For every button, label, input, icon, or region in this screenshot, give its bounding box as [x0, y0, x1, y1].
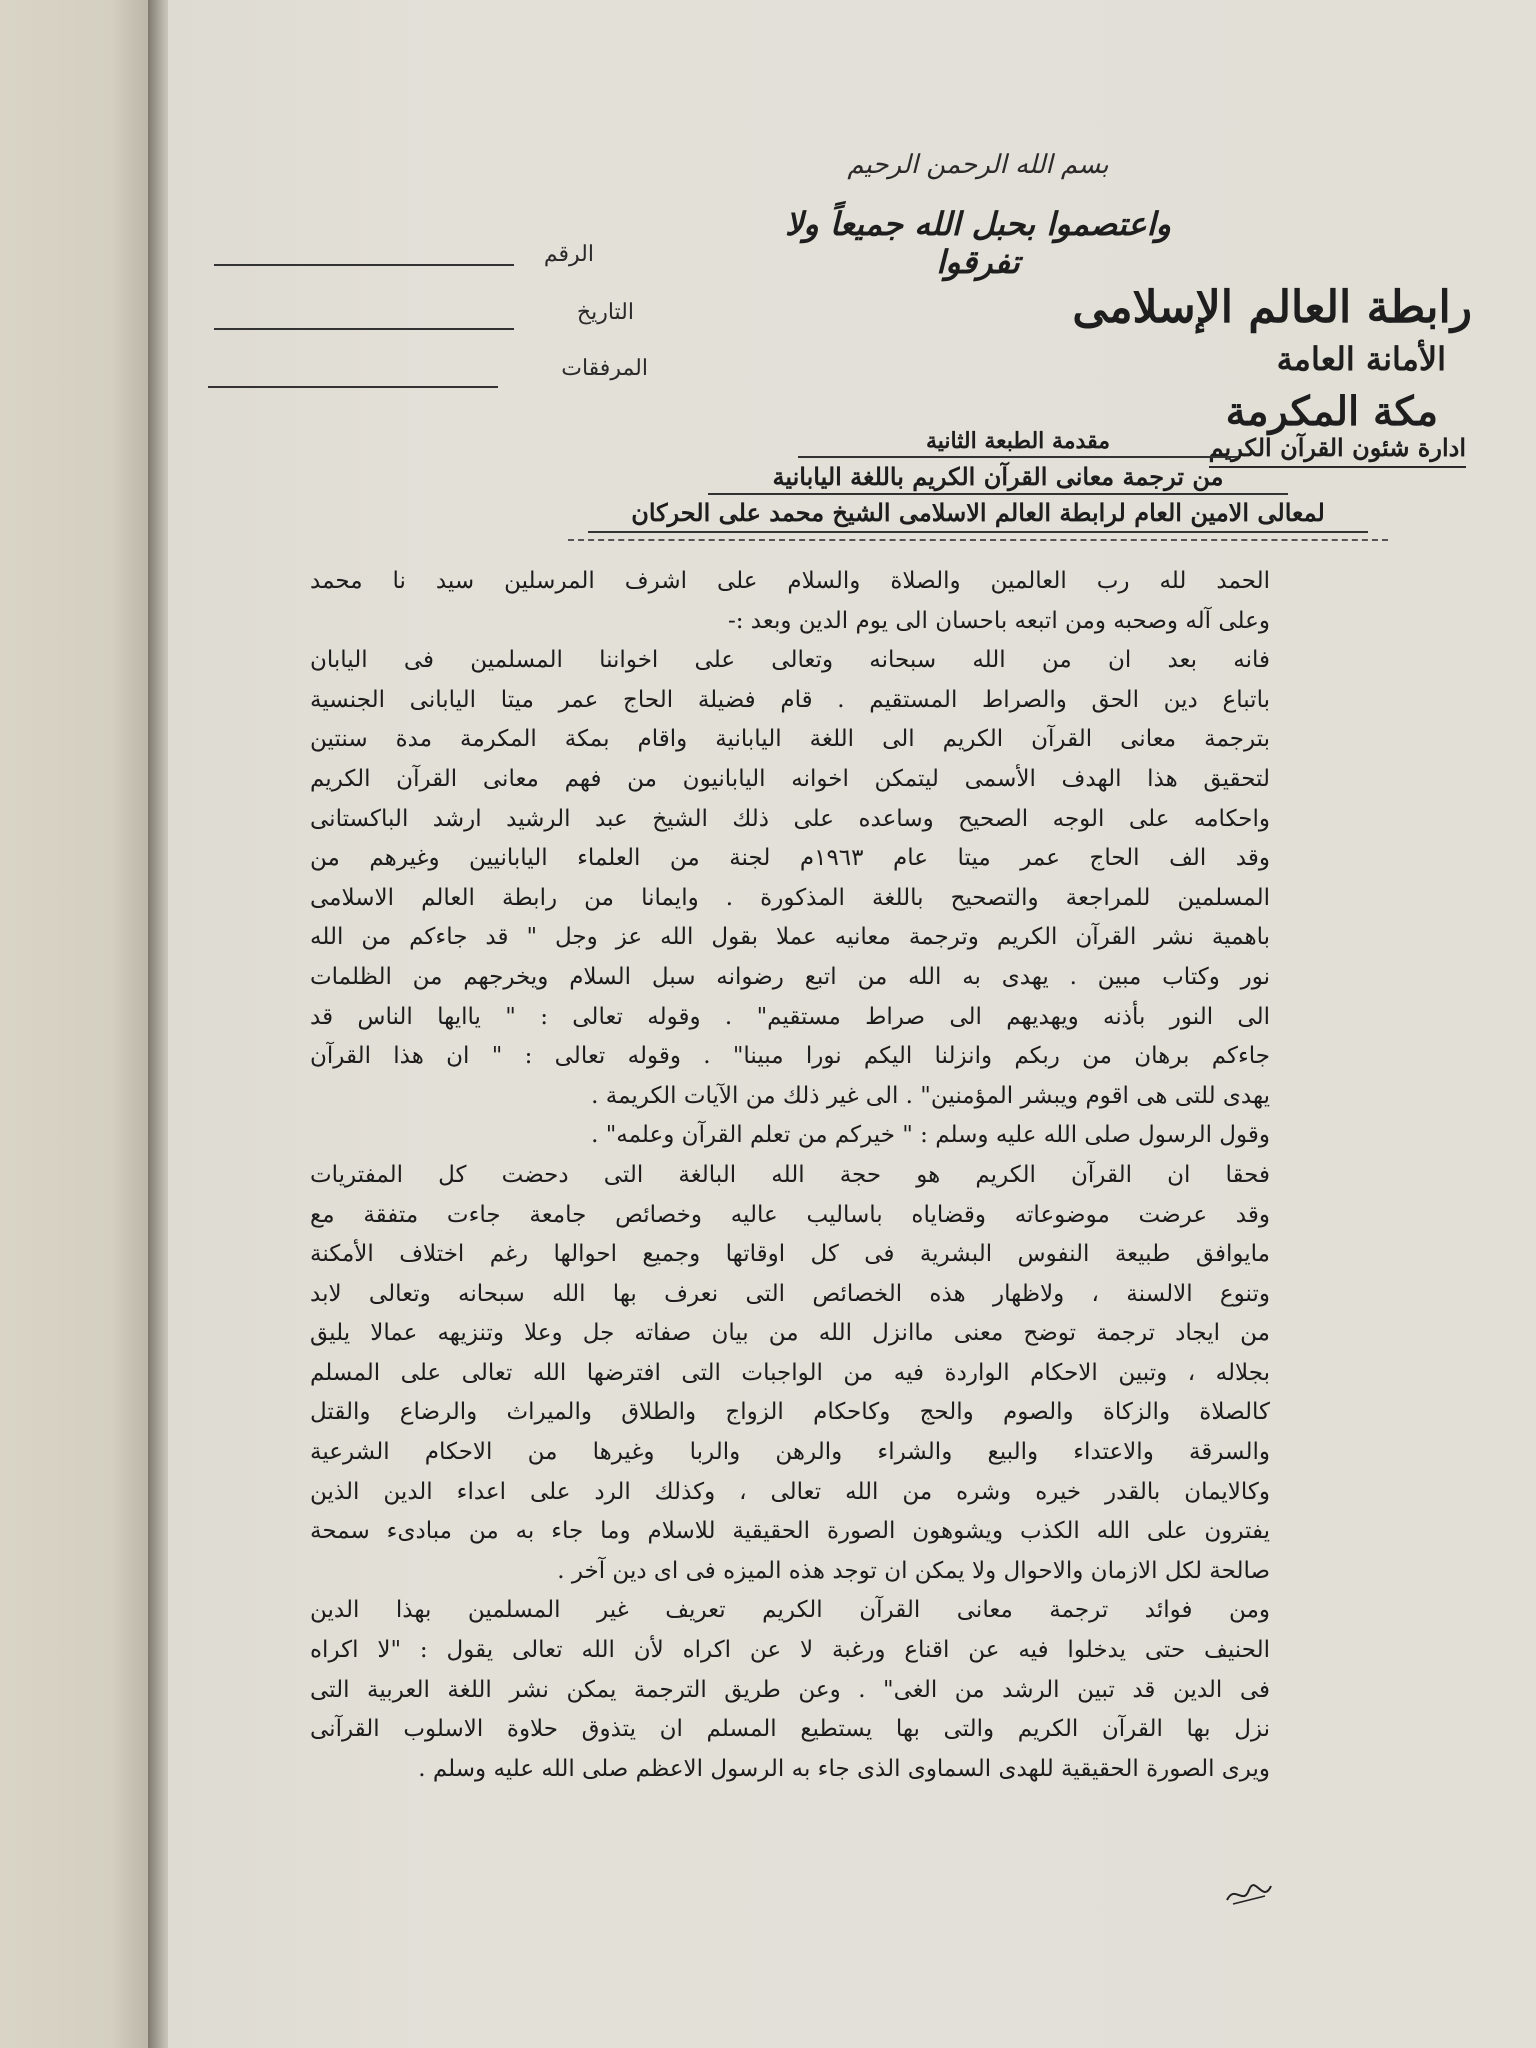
number-label: الرقم	[543, 242, 594, 267]
body-line: الحمد لله رب العالمين والصلاة والسلام على اشرف المرسلين سيد نا محمد	[310, 568, 1270, 594]
body-line: والسرقة والاعتداء والبيع والشراء والرهن والربا وغيرها من الاحكام الشرعية	[310, 1439, 1270, 1466]
title-line-2: من ترجمة معانى القرآن الكريم باللغة اليابانية	[708, 462, 1288, 495]
date-field	[214, 300, 634, 340]
body-line: ومن فوائد ترجمة معانى القرآن الكريم تعريف غير المسلمين بهذا الدين	[310, 1597, 1270, 1624]
attachments-line	[208, 386, 498, 388]
date-line	[214, 328, 514, 330]
body-line: المسلمين للمراجعة والتصحيح باللغة المذكورة . وايمانا من رابطة العالم الاسلامى	[310, 884, 1270, 911]
attachments-label: المرفقات	[561, 356, 648, 381]
body-line: يهدى للتى هى اقوم ويبشر المؤمنين" . الى غير ذلك من الآيات الكريمة .	[591, 1082, 1270, 1109]
body-line: باهمية نشر القرآن الكريم وترجمة معانيه عملا بقول الله عز وجل " قد جاءكم من الله	[310, 924, 1270, 951]
body-line: الى النور بأذنه ويهديهم الى صراط مستقيم" . وقوله تعالى : " ياايها الناس قد	[310, 1003, 1270, 1030]
body-line: نور وكتاب مبين . يهدى به الله من اتبع رضوانه سبل السلام ويخرجهم من الظلمات	[310, 963, 1270, 990]
left-facing-page	[0, 0, 158, 2048]
body-line: يفترون على الله الكذب ويشوهون الصورة الحقيقية للاسلام وما جاء به من مبادىء سمحة	[310, 1518, 1270, 1545]
body-line: من ايجاد ترجمة توضح معنى ماانزل الله من بيان صفاته جل وعلا وتنزيهه عمالا يليق	[310, 1320, 1270, 1347]
body-line: لتحقيق هذا الهدف الأسمى ليتمكن اخوانه اليابانيون من فهم معانى القرآن الكريم	[310, 765, 1270, 792]
title-line-1: مقدمة الطبعة الثانية	[798, 428, 1238, 458]
body-line: الحنيف حتى يدخلوا فيه عن اقناع ورغبة لا عن اكراه لأن الله تعالى يقول : "لا اكراه	[310, 1637, 1270, 1664]
date-label: التاريخ	[576, 300, 634, 325]
header-verse: واعتصموا بحبل الله جميعاً ولا تفرقوا	[785, 205, 1171, 281]
organization-city: مكة المكرمة	[1225, 388, 1438, 435]
body-line: وتنوع الالسنة ، ولاظهار هذه الخصائص التى نعرف بها الله سبحانه وتعالى لابد	[310, 1280, 1270, 1307]
body-line: فحقا ان القرآن الكريم هو حجة الله البالغة التى دحضت كل المفتريات	[310, 1161, 1270, 1188]
body-line: صالحة لكل الازمان والاحوال ولا يمكن ان توجد هذه الميزه فى اى دين آخر .	[557, 1557, 1270, 1584]
body-line: فانه بعد ان من الله سبحانه وتعالى على اخواننا المسلمين فى اليابان	[310, 647, 1270, 674]
body-line: نزل بها القرآن الكريم والتى بها يستطيع المسلم ان يتذوق حلاوة الاسلوب القرآنى	[310, 1716, 1270, 1743]
body-line: وقد الف الحاج عمر ميتا عام ١٩٦٣م لجنة من العلماء اليابانيين وغيرهم من	[310, 845, 1270, 872]
body-line: وقد عرضت موضوعاته وقضاياه باساليب عاليه وخصائص جامعة جاءت متفقة مع	[310, 1201, 1270, 1228]
body-line: باتباع دين الحق والصراط المستقيم . قام فضيلة الحاج عمر ميتا اليابانى الجنسية	[310, 686, 1270, 713]
body-line: وقول الرسول صلى الله عليه وسلم : " خيركم من تعلم القرآن وعلمه" .	[591, 1122, 1270, 1149]
basmala: بسم الله الرحمن الرحيم	[847, 150, 1109, 180]
body-text	[310, 562, 1270, 1789]
body-line: وعلى آله وصحبه ومن اتبعه باحسان الى يوم الدين وبعد :-	[727, 607, 1270, 634]
body-line: ويرى الصورة الحقيقية للهدى السماوى الذى جاء به الرسول الاعظم صلى الله عليه وسلم .	[418, 1755, 1270, 1782]
attachments-field	[208, 356, 648, 396]
body-line: بترجمة معانى القرآن الكريم الى اللغة اليابانية واقام بمكة المكرمة مدة سنتين	[310, 726, 1270, 753]
number-line	[214, 264, 514, 266]
organization-name: رابطة العالم الإسلامى	[1072, 282, 1472, 333]
number-field	[214, 242, 594, 282]
organization-secretariat: الأمانة العامة	[1276, 340, 1446, 378]
body-line: وكالايمان بالقدر خيره وشره من الله تعالى ، وكذلك الرد على اعداء الدين الذين	[310, 1478, 1270, 1505]
body-line: كالصلاة والزكاة والصوم والحج وكاحكام الزواج والطلاق والميراث والرضاع والقتل	[310, 1399, 1270, 1426]
body-line: فى الدين قد تبين الرشد من الغى" . وعن طريق الترجمة يمكن نشر اللغة العربية التى	[310, 1676, 1270, 1703]
signature-mark	[1225, 1880, 1273, 1908]
title-line-3: لمعالى الامين العام لرابطة العالم الاسلامى الشيخ محمد على الحركان	[588, 498, 1368, 533]
organization-department: ادارة شئون القرآن الكريم	[1209, 433, 1466, 468]
body-line: جاءكم برهان من ربكم وانزلنا اليكم نورا مبينا" . وقوله تعالى : " ان هذا القرآن	[310, 1043, 1270, 1070]
body-line: واحكامه على الوجه الصحيح وساعده على ذلك الشيخ عبد الرشيد ارشد الباكستانى	[310, 805, 1270, 832]
body-line: بجلاله ، وتبين الاحكام الواردة فيه من الواجبات التى افترضها الله تعالى على المسلم	[310, 1359, 1270, 1386]
body-line: مايوافق طبيعة النفوس البشرية فى كل اوقاتها وجميع احوالها رغم اختلاف الأمكنة	[310, 1241, 1270, 1268]
